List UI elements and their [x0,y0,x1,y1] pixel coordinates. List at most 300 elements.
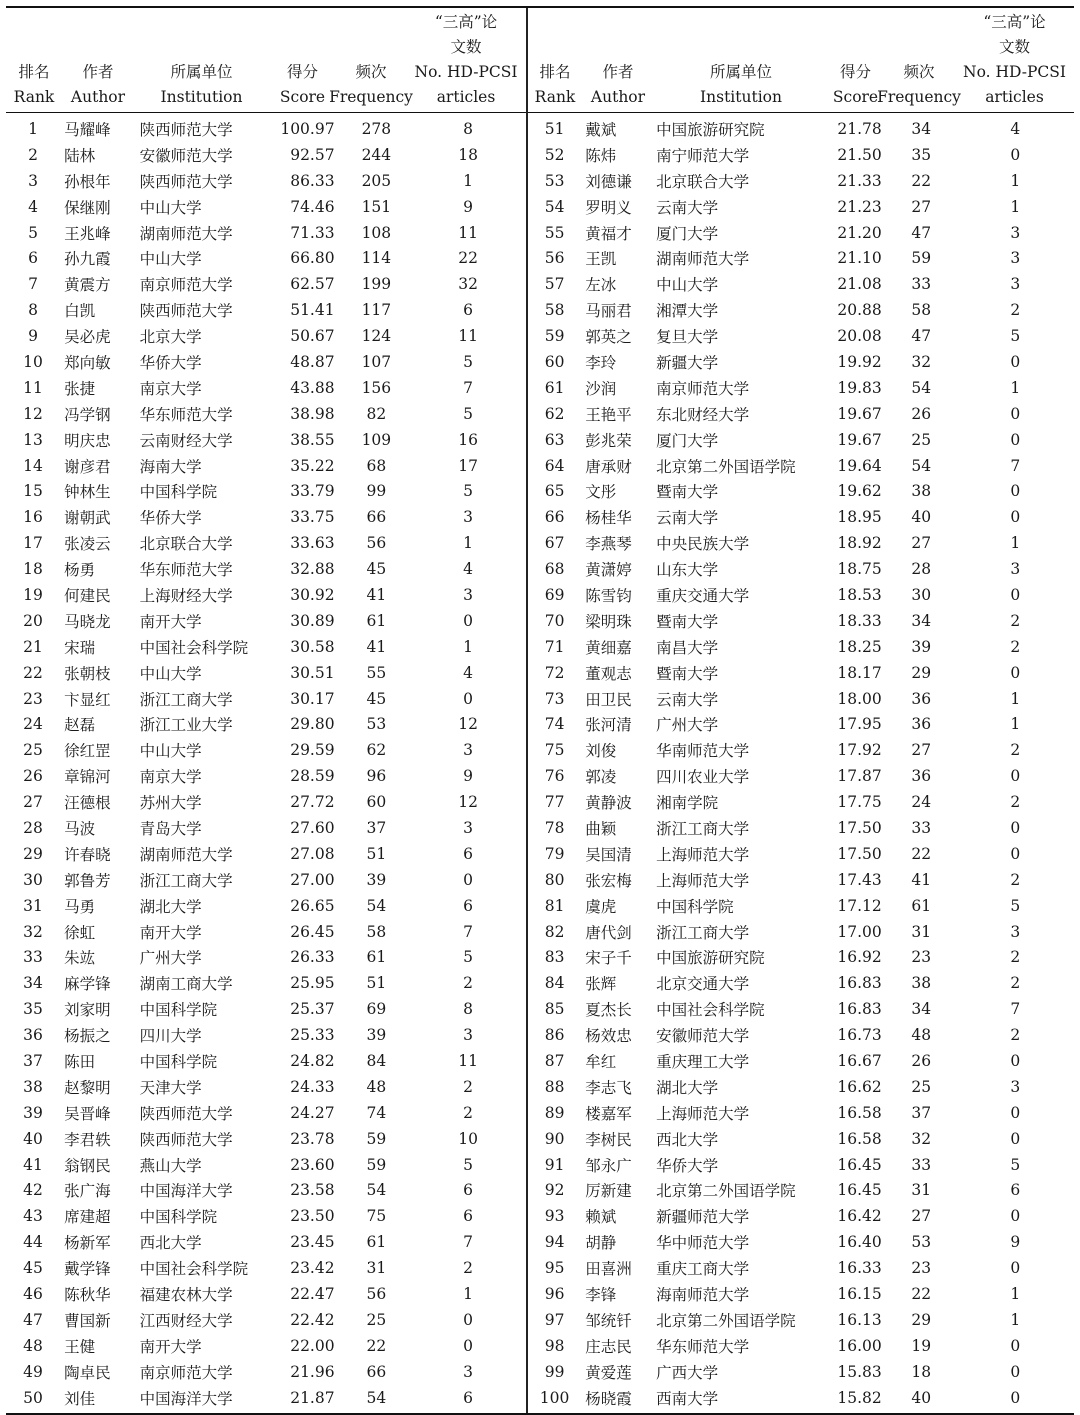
frequency-cell: 25 [366,1310,387,1329]
table-row [6,608,526,634]
table-row [6,1281,526,1307]
rank-cell: 40 [23,1129,43,1148]
rank-cell: 26 [23,767,43,786]
author-cell: 马丽君 [585,302,632,321]
table-row [6,323,526,349]
score-cell: 43.88 [290,378,335,397]
frequency-cell: 27 [911,741,932,760]
institution-cell: 暨南大学 [656,483,719,502]
articles-cell: 2 [463,1259,474,1278]
frequency-cell: 34 [911,611,932,630]
articles-cell: 3 [1010,249,1021,268]
table-row [6,686,526,712]
author-cell: 张河清 [585,716,632,735]
table-row [528,867,1074,893]
table-row [528,375,1074,401]
articles-cell: 0 [1010,1259,1021,1278]
header-row [6,8,526,112]
institution-cell: 上海师范大学 [656,845,750,864]
rank-cell: 6 [28,249,38,268]
table-row [528,530,1074,556]
table-row [6,945,526,971]
frequency-cell: 124 [361,327,392,346]
frequency-cell: 75 [366,1207,387,1226]
articles-cell: 7 [1010,456,1021,475]
articles-cell: 4 [463,663,474,682]
table-row [6,815,526,841]
table-row [6,427,526,453]
score-cell: 22.47 [290,1285,335,1304]
author-cell: 杨勇 [64,561,96,580]
author-cell: 王凯 [585,250,617,269]
frequency-cell: 40 [911,1388,932,1407]
articles-cell: 6 [463,1388,474,1407]
articles-cell: 0 [463,689,474,708]
frequency-cell: 34 [911,119,932,138]
rank-cell: 15 [23,482,43,501]
author-cell: 卞显红 [64,690,111,709]
author-cell: 王健 [64,1337,96,1356]
articles-cell: 0 [1010,508,1021,527]
rank-cell: 79 [544,844,565,863]
institution-cell: 中山大学 [139,250,202,269]
rank-cell: 9 [28,327,38,346]
institution-cell: 青岛大学 [139,819,202,838]
score-cell: 21.96 [290,1362,335,1381]
institution-cell: 重庆工商大学 [656,1260,750,1279]
institution-cell: 山东大学 [656,561,719,580]
header-author: 作者 Author [70,63,126,106]
rank-cell: 47 [23,1310,43,1329]
author-cell: 黄细嘉 [585,638,632,657]
author-cell: 曹国新 [64,1311,111,1330]
author-cell: 李树民 [585,1130,632,1149]
table-row [528,220,1074,246]
author-cell: 黄福才 [585,224,632,243]
frequency-cell: 55 [366,663,387,682]
author-cell: 庄志民 [585,1337,632,1356]
frequency-cell: 36 [911,715,932,734]
frequency-cell: 36 [911,767,932,786]
institution-cell: 中国科学院 [139,1208,218,1227]
frequency-cell: 151 [361,197,392,216]
articles-cell: 3 [463,1362,474,1381]
rank-cell: 10 [23,352,43,371]
score-cell: 16.45 [837,1181,882,1200]
institution-cell: 新疆大学 [656,353,719,372]
frequency-cell: 69 [366,1000,387,1019]
articles-cell: 2 [1010,974,1021,993]
articles-cell: 0 [1010,1336,1021,1355]
rank-cell: 1 [28,119,38,138]
table-row [528,815,1074,841]
table-row [528,271,1074,297]
rank-cell: 7 [28,275,38,294]
score-cell: 92.57 [290,145,335,164]
articles-cell: 10 [458,1129,478,1148]
articles-cell: 3 [463,508,474,527]
institution-cell: 四川农业大学 [656,768,750,787]
articles-cell: 5 [463,404,474,423]
rank-cell: 46 [23,1285,43,1304]
frequency-cell: 29 [911,663,932,682]
institution-cell: 湖南师范大学 [139,845,233,864]
frequency-cell: 41 [366,637,387,656]
author-cell: 张捷 [64,379,96,398]
author-cell: 夏杰长 [585,1001,632,1020]
ranking-table [6,6,1074,1415]
frequency-cell: 51 [366,844,387,863]
institution-cell: 湖北大学 [139,897,202,916]
score-cell: 23.58 [290,1181,335,1200]
rank-cell: 96 [544,1285,565,1304]
score-cell: 22.42 [290,1310,335,1329]
articles-cell: 3 [1010,560,1021,579]
score-cell: 16.58 [837,1129,882,1148]
score-cell: 21.33 [837,171,882,190]
author-cell: 马波 [64,819,96,838]
rank-cell: 4 [28,197,38,216]
table-row [528,737,1074,763]
table-row [6,375,526,401]
rank-cell: 30 [23,870,43,889]
rank-cell: 51 [544,119,565,138]
institution-cell: 南开大学 [139,923,202,942]
rank-cell: 58 [544,301,565,320]
articles-cell: 6 [463,844,474,863]
articles-cell: 5 [463,1155,474,1174]
articles-cell: 9 [463,197,474,216]
table-row [528,1359,1074,1385]
table-row [6,1229,526,1255]
score-cell: 21.50 [837,145,882,164]
institution-cell: 中国科学院 [139,1053,218,1071]
institution-cell: 华中师范大学 [656,1234,750,1253]
institution-cell: 陕西师范大学 [139,1130,233,1149]
author-cell: 沙润 [585,379,617,398]
institution-cell: 中国科学院 [139,483,218,502]
institution-cell: 华东师范大学 [139,405,233,424]
articles-cell: 3 [463,818,474,837]
score-cell: 17.50 [837,844,882,863]
frequency-cell: 107 [361,352,392,371]
articles-cell: 5 [463,948,474,967]
frequency-cell: 26 [911,1052,932,1070]
frequency-cell: 26 [911,404,932,423]
institution-cell: 中国海洋大学 [139,1182,233,1201]
rank-cell: 83 [544,948,565,967]
author-cell: 邹永广 [585,1156,632,1175]
frequency-cell: 39 [366,870,387,889]
frequency-cell: 24 [911,793,932,812]
rank-cell: 25 [23,741,43,760]
author-cell: 何建民 [64,586,111,605]
table-row [528,893,1074,919]
rank-cell: 12 [23,404,43,423]
score-cell: 23.50 [290,1207,335,1226]
institution-cell: 中国社会科学院 [139,638,249,657]
institution-cell: 北京交通大学 [656,975,750,994]
institution-cell: 中山大学 [139,664,202,683]
score-cell: 23.60 [290,1155,335,1174]
articles-cell: 0 [463,611,474,630]
score-cell: 17.87 [837,767,882,786]
rank-cell: 98 [544,1336,565,1355]
articles-cell: 0 [463,1336,474,1355]
author-cell: 孙根年 [64,172,111,191]
score-cell: 18.33 [837,611,882,630]
institution-cell: 厦门大学 [656,224,719,243]
articles-cell: 0 [463,1310,474,1329]
score-cell: 29.59 [290,741,335,760]
rank-cell: 28 [23,818,43,837]
frequency-cell: 66 [366,1362,387,1381]
score-cell: 15.82 [837,1388,882,1407]
author-cell: 唐承财 [585,457,632,476]
institution-cell: 陕西师范大学 [139,1104,233,1123]
header-rank: 排名 Rank [13,63,55,106]
table-row [6,1126,526,1152]
score-cell: 62.57 [290,275,335,294]
rank-cell: 24 [23,715,43,734]
score-cell: 16.42 [837,1207,882,1226]
articles-cell: 0 [1010,844,1021,863]
institution-cell: 上海师范大学 [656,1104,750,1123]
rank-cell: 45 [23,1259,43,1278]
institution-cell: 福建农林大学 [139,1286,233,1305]
author-cell: 曲颖 [585,819,617,838]
institution-cell: 安徽师范大学 [656,1027,750,1046]
articles-cell: 0 [1010,352,1021,371]
author-cell: 黄爱莲 [585,1363,632,1382]
rank-cell: 57 [544,275,565,294]
articles-cell: 2 [463,1103,474,1122]
institution-cell: 安徽师范大学 [139,146,233,165]
score-cell: 33.63 [290,534,335,553]
header-score: 得分 Score [279,63,326,106]
author-cell: 保继刚 [64,198,111,217]
author-cell: 刘佳 [64,1389,96,1408]
frequency-cell: 30 [911,585,932,604]
frequency-cell: 38 [911,974,932,993]
frequency-cell: 33 [911,275,932,294]
articles-cell: 18 [458,145,478,164]
frequency-cell: 114 [361,249,392,268]
articles-cell: 3 [463,585,474,604]
author-cell: 陶卓民 [64,1363,111,1382]
institution-cell: 南京大学 [139,379,202,398]
table-row [6,478,526,504]
institution-cell: 北京大学 [139,328,202,347]
frequency-cell: 22 [911,844,932,863]
institution-cell: 湘南学院 [656,794,719,813]
rank-cell: 20 [23,611,43,630]
score-cell: 23.42 [290,1259,335,1278]
rank-cell: 70 [544,611,565,630]
institution-cell: 云南财经大学 [139,431,233,450]
rank-cell: 39 [23,1103,43,1122]
articles-cell: 7 [463,922,474,941]
articles-cell: 4 [463,560,474,579]
rank-cell: 71 [544,637,565,656]
score-cell: 19.62 [837,482,882,501]
institution-cell: 南开大学 [139,612,202,631]
table-row [6,453,526,479]
table-row [6,582,526,608]
author-cell: 邹统钎 [585,1311,632,1330]
table-row [6,297,526,323]
institution-cell: 湖南师范大学 [656,250,750,269]
articles-cell: 0 [1010,1129,1021,1148]
table-row [528,996,1074,1022]
author-cell: 李燕琴 [585,535,632,554]
score-cell: 38.98 [290,404,335,423]
articles-cell: 0 [1010,1052,1021,1070]
table-row [528,478,1074,504]
institution-cell: 天津大学 [139,1078,202,1097]
frequency-cell: 36 [911,689,932,708]
table-row [6,1333,526,1359]
score-cell: 17.50 [837,818,882,837]
articles-cell: 2 [463,1077,474,1096]
frequency-cell: 33 [911,818,932,837]
rank-cell: 21 [23,637,43,656]
frequency-cell: 244 [361,145,392,164]
rank-cell: 42 [23,1181,43,1200]
frequency-cell: 53 [366,715,387,734]
score-cell: 16.62 [837,1077,882,1096]
articles-cell: 2 [1010,741,1021,760]
frequency-cell: 199 [361,275,392,294]
header-frequency: 频次 Frequency [329,63,413,106]
table-row [528,970,1074,996]
rank-cell: 81 [544,896,565,915]
frequency-cell: 82 [366,404,387,423]
score-cell: 27.00 [290,870,335,889]
table-row [528,1307,1074,1333]
score-cell: 24.33 [290,1077,335,1096]
articles-cell: 0 [1010,145,1021,164]
table-row [6,893,526,919]
articles-cell: 3 [1010,1077,1021,1096]
frequency-cell: 22 [911,171,932,190]
table-row [6,660,526,686]
score-cell: 17.95 [837,715,882,734]
author-cell: 王兆峰 [64,224,111,243]
frequency-cell: 54 [366,896,387,915]
rank-cell: 99 [544,1362,565,1381]
rank-cell: 67 [544,534,565,553]
institution-cell: 湖南工商大学 [139,975,233,994]
institution-cell: 中国旅游研究院 [656,120,765,139]
institution-cell: 西北大学 [139,1234,202,1253]
header-frequency: 频次 Frequency [877,63,961,106]
table-row [6,763,526,789]
articles-cell: 1 [1010,378,1021,397]
frequency-cell: 22 [911,1285,932,1304]
institution-cell: 南开大学 [139,1337,202,1356]
articles-cell: 7 [463,378,474,397]
institution-cell: 南宁师范大学 [656,146,750,165]
right-table-body [528,113,1074,1413]
articles-cell: 1 [463,534,474,553]
score-cell: 27.60 [290,818,335,837]
institution-cell: 上海财经大学 [139,586,233,605]
frequency-cell: 33 [911,1155,932,1174]
frequency-cell: 156 [361,378,392,397]
rank-cell: 37 [23,1052,43,1070]
score-cell: 15.83 [837,1362,882,1381]
articles-cell: 1 [463,1285,474,1304]
table-row [528,556,1074,582]
header-articles: “三高”论 文数 No. HD-PCSI articles [414,13,518,106]
institution-cell: 中山大学 [139,198,202,217]
score-cell: 16.92 [837,948,882,967]
author-cell: 左冰 [585,276,617,295]
articles-cell: 0 [1010,482,1021,501]
score-cell: 51.41 [290,301,335,320]
rank-cell: 36 [23,1026,43,1045]
articles-cell: 6 [463,301,474,320]
rank-cell: 22 [23,663,43,682]
articles-cell: 0 [1010,430,1021,449]
table-row [528,245,1074,271]
rank-cell: 65 [544,482,565,501]
frequency-cell: 61 [366,611,387,630]
author-cell: 杨振之 [64,1027,111,1046]
table-row [528,1203,1074,1229]
frequency-cell: 23 [911,948,932,967]
score-cell: 24.27 [290,1103,335,1122]
articles-cell: 6 [1010,1181,1021,1200]
header-institution: 所属单位 Institution [700,63,782,106]
articles-cell: 1 [1010,1285,1021,1304]
score-cell: 21.20 [837,223,882,242]
frequency-cell: 278 [361,119,392,138]
table-row [6,970,526,996]
author-cell: 马勇 [64,897,96,916]
frequency-cell: 22 [366,1336,387,1355]
institution-cell: 中国海洋大学 [139,1389,233,1408]
score-cell: 71.33 [290,223,335,242]
rank-cell: 41 [23,1155,43,1174]
institution-cell: 湖北大学 [656,1078,719,1097]
articles-cell: 0 [1010,767,1021,786]
score-cell: 35.22 [290,456,335,475]
rank-cell: 49 [23,1362,43,1381]
rank-cell: 95 [544,1259,565,1278]
rank-cell: 68 [544,560,565,579]
articles-cell: 7 [1010,1000,1021,1019]
score-cell: 30.58 [290,637,335,656]
articles-cell: 2 [463,974,474,993]
rank-cell: 53 [544,171,565,190]
score-cell: 18.95 [837,508,882,527]
author-cell: 李锋 [585,1286,617,1305]
frequency-cell: 19 [911,1336,932,1355]
rank-cell: 17 [23,534,43,553]
frequency-cell: 117 [361,301,392,320]
author-cell: 许春晓 [64,845,111,864]
score-cell: 27.08 [290,844,335,863]
articles-cell: 2 [1010,793,1021,812]
score-cell: 18.17 [837,663,882,682]
frequency-cell: 29 [911,1310,932,1329]
rank-cell: 84 [544,974,565,993]
rank-cell: 31 [23,896,43,915]
score-cell: 26.65 [290,896,335,915]
institution-cell: 苏州大学 [139,794,202,813]
